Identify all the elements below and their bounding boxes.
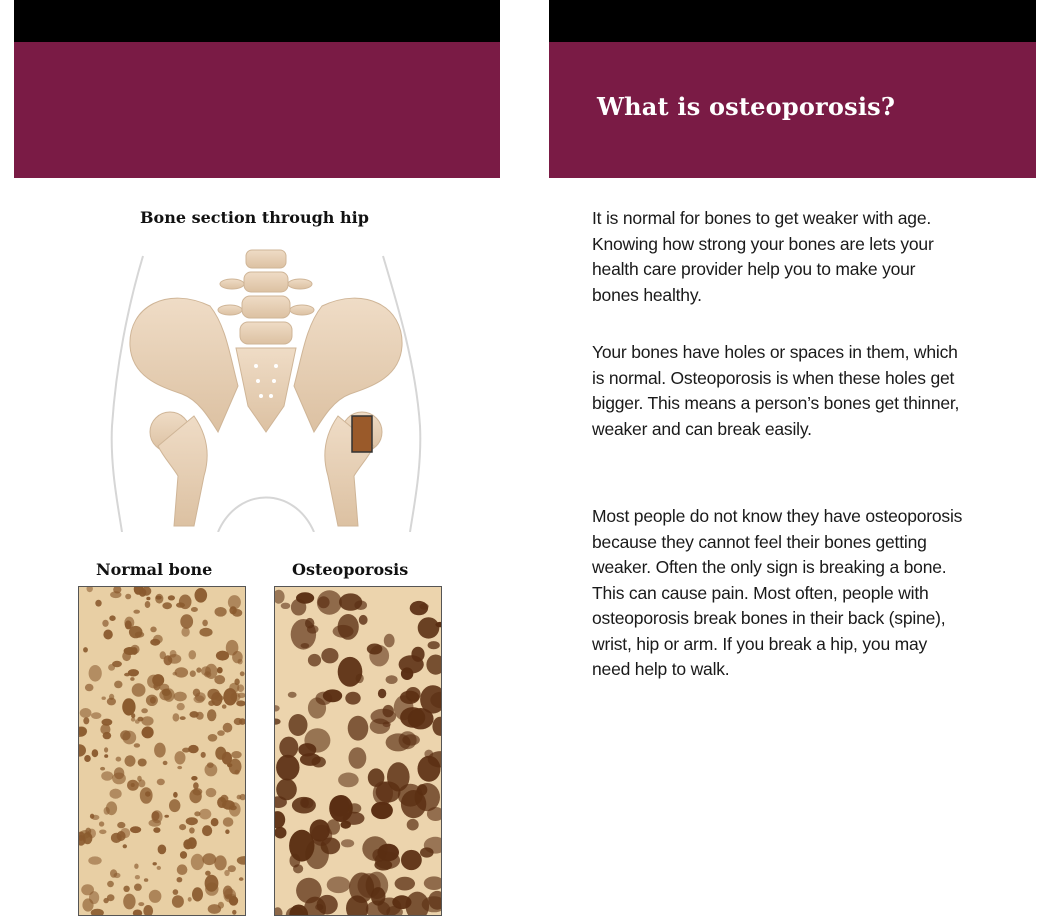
right-header: [549, 0, 1036, 178]
body-paragraph-1: [592, 206, 964, 308]
paragraph-text: Your bones have holes or spaces in them, which is normal. Osteoporosis is when these holes get bigger. This means a person’s bones get thinner, weaker and can break easily.: [592, 342, 960, 439]
left-black-bar: [14, 0, 500, 42]
paragraph-text: Most people do not know they have osteoporosis because they cannot feel their bones getting weaker. Often the only sign is breaking a bone. This can cause pain. Most often, people with osteoporosis break bones in their back (spine), wrist, hip or arm. If you break a hip, you may need help to walk.: [592, 506, 963, 679]
body-paragraph-3: [592, 504, 964, 683]
body-paragraph-2: [592, 340, 964, 442]
left-maroon-banner: [14, 42, 500, 178]
hip-bone-illustration: [98, 236, 434, 532]
normal-bone-image: [78, 586, 246, 916]
osteoporosis-bone-image: [274, 586, 442, 916]
hip-caption: Bone section through hip: [140, 208, 369, 227]
bone-section-marker: [352, 416, 372, 452]
left-header: [14, 0, 500, 178]
normal-bone-caption: Normal bone: [96, 560, 213, 579]
right-maroon-banner: [549, 42, 1036, 178]
section-title: What is osteoporosis?: [597, 91, 896, 121]
paragraph-text: It is normal for bones to get weaker with age. Knowing how strong your bones are lets your health care provider help you to make your bones healthy.: [592, 208, 934, 305]
osteoporosis-caption: Osteoporosis: [292, 560, 409, 579]
right-black-bar: [549, 0, 1036, 42]
